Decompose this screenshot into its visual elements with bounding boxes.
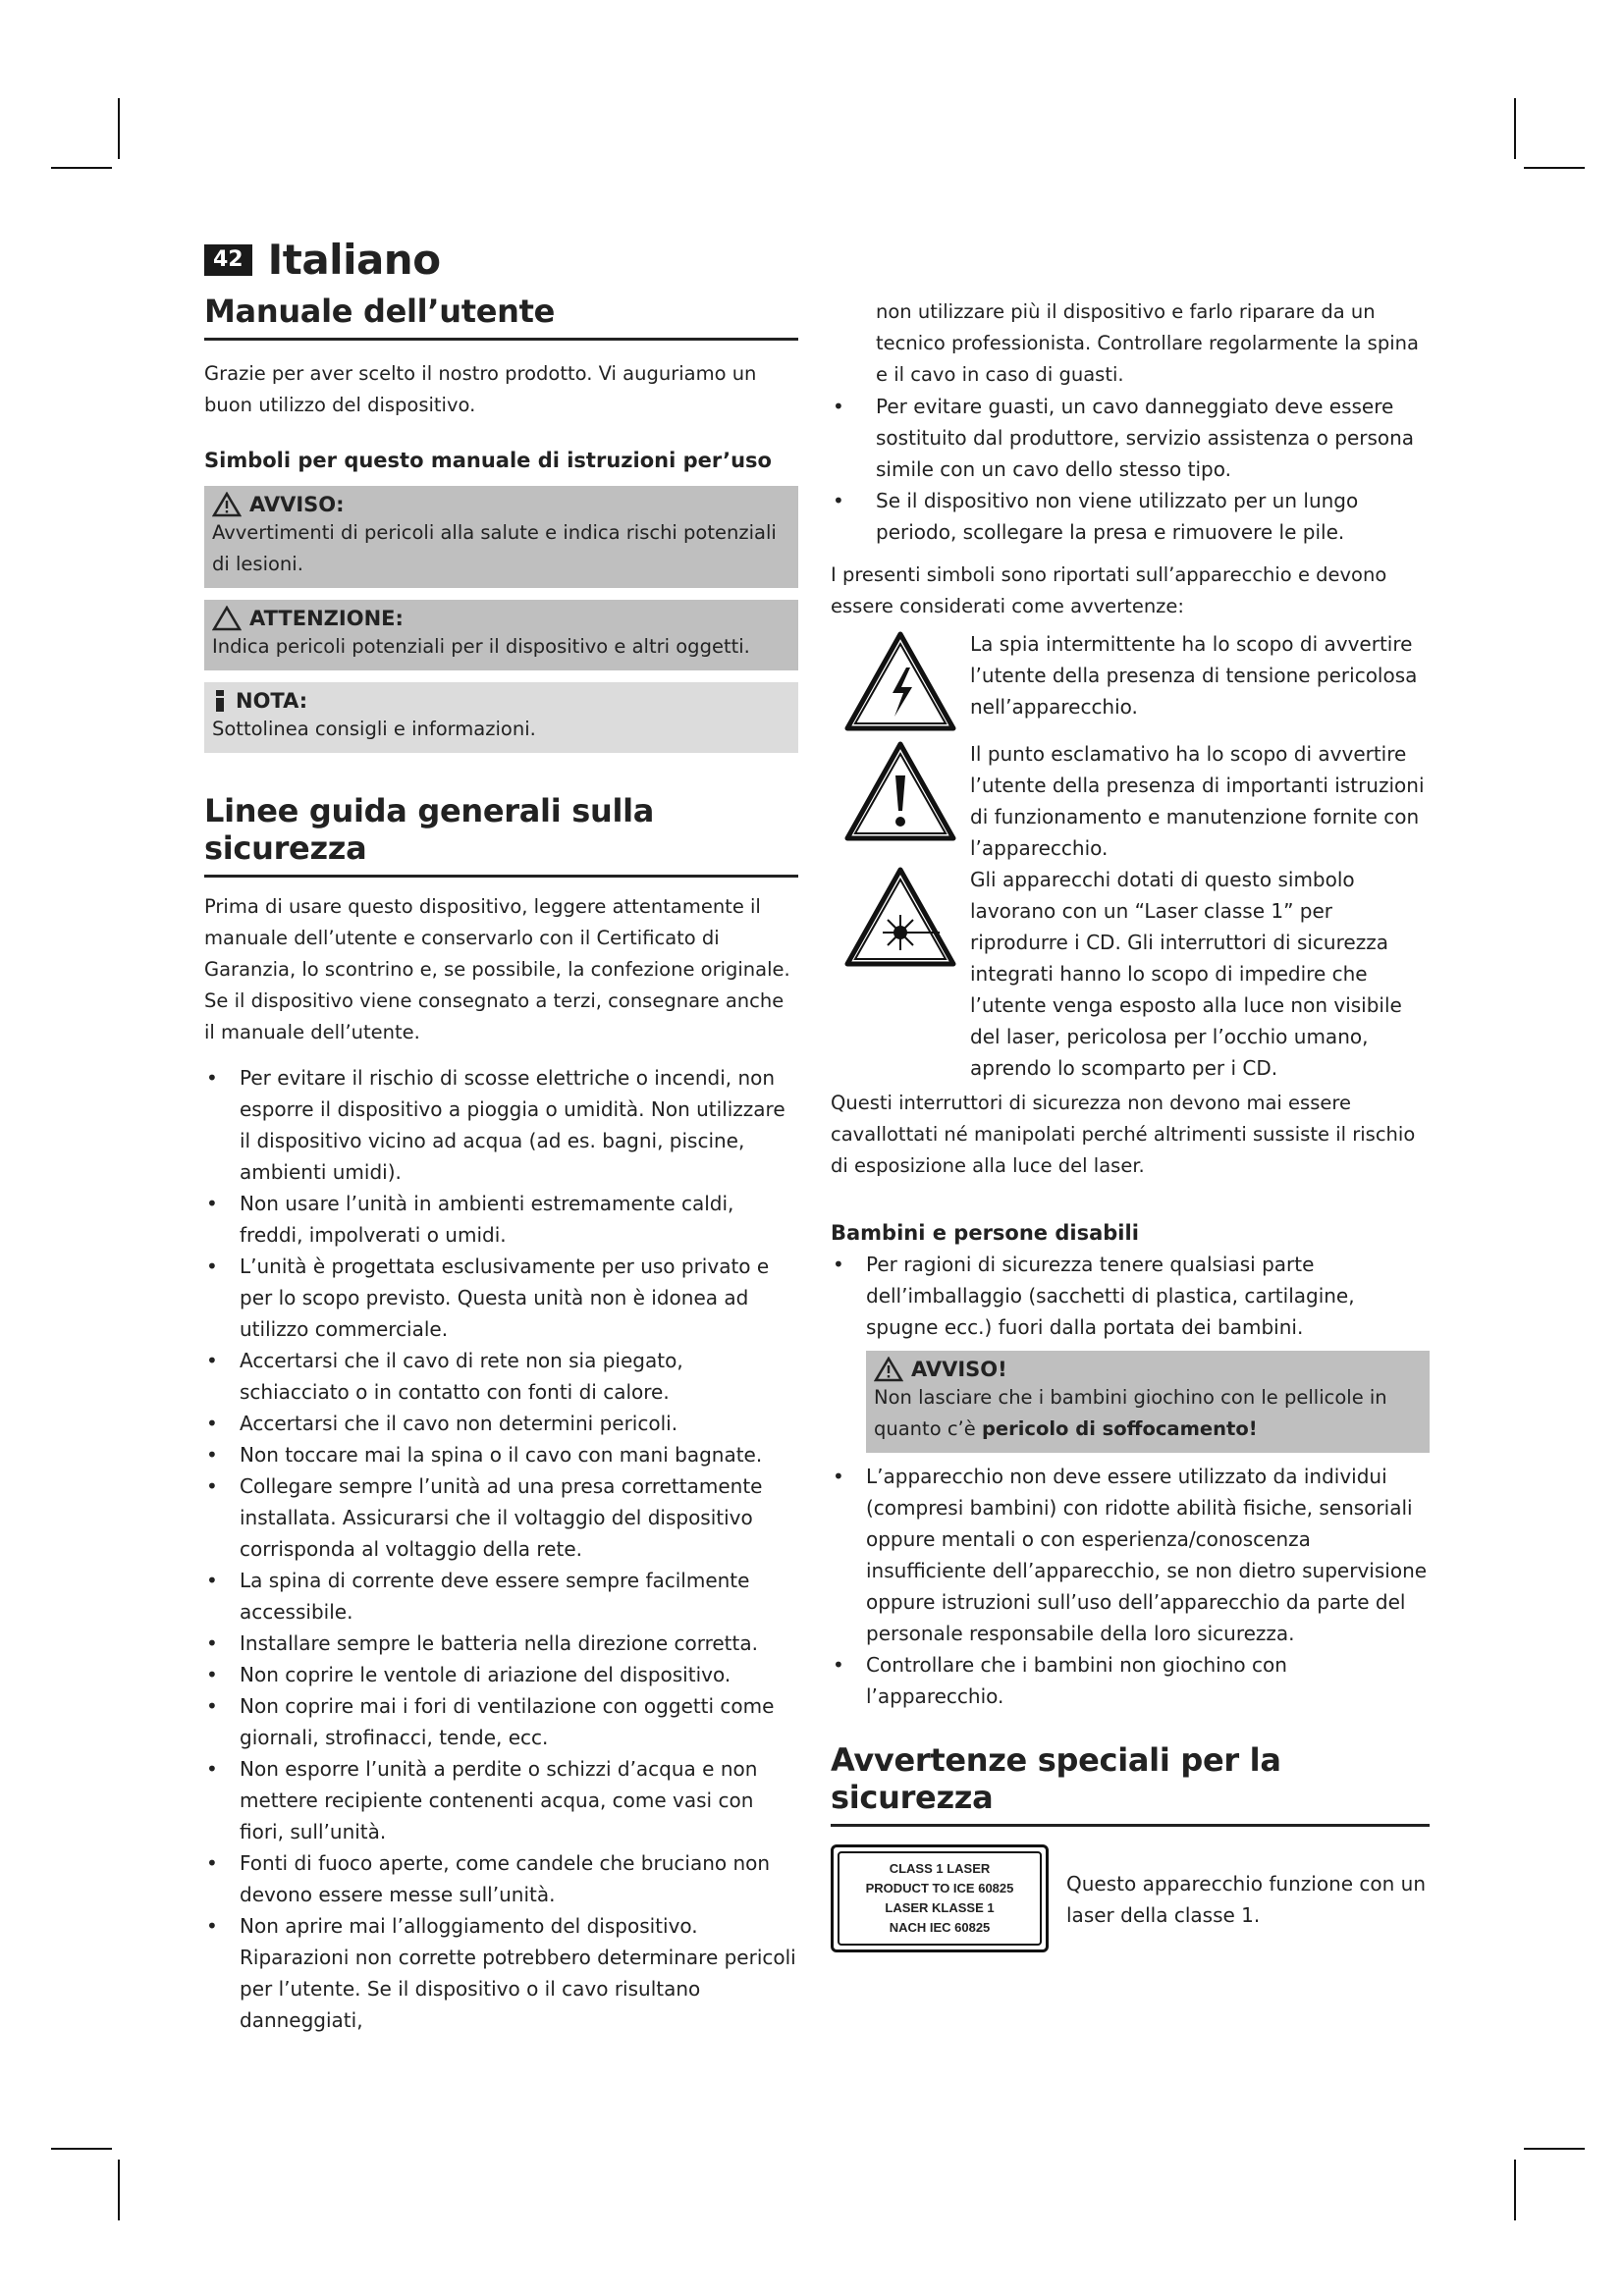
list-item: • La spina di corrente deve essere sempre facilmente accessibile. [204,1565,798,1628]
symbols-heading: Simboli per questo manuale di istruzioni per’uso [204,449,772,472]
symbols-intro: I presenti simboli sono riportati sull’apparecchio e devono essere considerati come avvertenze: [831,563,1387,617]
laser-warning-icon [841,864,959,972]
list-item: • Per evitare il rischio di scosse elettriche o incendi, non esporre il dispositivo a pioggia o umidità. Non utilizzare il dispositivo vicino ad acqua (ad es. bagni, piscine, ambienti umidi). [204,1062,798,1188]
symbol-text: La spia intermittente ha lo scopo di avvertire l’utente della presenza di tensione pericolosa nell’apparecchio. [970,632,1418,719]
warning-text: Avvertimenti di pericoli alla salute e indica rischi potenziali di lesioni. [212,521,777,575]
symbol-text: Gli apparecchi dotati di questo simbolo lavorano con un “Laser classe 1” per riprodurre i CD. Gli interruttori di sicurezza integrati hanno lo scopo di impedire che l’utente venga esposto alla luce non visibile del laser, pericolosa per l’occhio umano, aprendo lo scomparto per i CD. [970,868,1402,1080]
laser-label-line: LASER KLASSE 1 [885,1900,995,1915]
children-warning-text: Non lasciare che i bambini giochino con le pellicole in quanto c’è pericolo di soffocamento! [874,1386,1387,1440]
continuation-text: non utilizzare più il dispositivo e farlo riparare da un tecnico professionista. Controllare regolarmente la spina e il cavo in caso di guasti. [876,300,1419,386]
list-item: • Installare sempre le batteria nella direzione corretta. [204,1628,798,1659]
children-warning-box [866,1351,1430,1453]
list-item: • L’apparecchio non deve essere utilizzato da individui (compresi bambini) con ridotte abilità fisiche, sensoriali oppure mentali o con esperienza/conoscenza insufficiente dell’apparecchio, se non dietro supervisione oppure istruzioni sull’uso dell’apparecchio da parte del personale responsabile della loro sicurezza. [831,1461,1430,1649]
symbol-row [831,738,1430,864]
caution-title: ATTENZIONE: [249,607,404,630]
caution-box [204,600,798,670]
language-title: Italiano [267,236,441,284]
choking-hazard: pericolo di soffocamento! [981,1417,1258,1440]
symbol-row [831,864,1430,1084]
manual-title: Manuale dell’utente [204,293,798,341]
symbol-text: Il punto esclamativo ha lo scopo di avvertire l’utente della presenza di importanti istruzioni di funzionamento e manutenzione fornite con l’apparecchio. [970,742,1425,860]
laser-label-line: NACH IEC 60825 [889,1920,991,1935]
children-list-2 [831,1461,1430,1712]
page-header [204,236,441,284]
list-item: • Se il dispositivo non viene utilizzato per un lungo periodo, scollegare la presa e rimuovere le pile. [831,485,1430,548]
note-text: Sottolinea consigli e informazioni. [212,718,536,740]
crop-mark [118,98,120,159]
lightning-warning-icon [841,628,959,736]
laser-label-line: PRODUCT TO ICE 60825 [865,1881,1014,1896]
note-title: NOTA: [236,689,308,713]
children-heading: Bambini e persone disabili [831,1221,1139,1245]
list-item: • Non toccare mai la spina o il cavo con mani bagnate. [204,1439,798,1470]
intro-text: Grazie per aver scelto il nostro prodotto. Vi auguriamo un buon utilizzo del dispositivo. [204,362,757,416]
laser-note: Questi interruttori di sicurezza non devono mai essere cavallottati né manipolati perché altrimenti sussiste il rischio di esposizione alla luce del laser. [831,1092,1416,1177]
warning-triangle-icon [212,492,242,517]
right-column [831,296,1430,1952]
crop-mark [51,2148,112,2150]
list-item: • Accertarsi che il cavo non determini pericoli. [204,1408,798,1439]
exclamation-warning-icon [841,738,959,846]
list-item: • Per evitare guasti, un cavo danneggiato deve essere sostituito dal produttore, servizio assistenza o persona simile con un cavo dello stesso tipo. [831,391,1430,485]
caution-text: Indica pericoli potenziali per il dispositivo e altri oggetti. [212,635,750,658]
crop-mark [1524,167,1585,169]
children-list [831,1249,1430,1343]
laser-class-label [831,1844,1049,1952]
crop-mark [51,167,112,169]
list-item: • Non esporre l’unità a perdite o schizzi d’acqua e non mettere recipiente contenenti acqua, come vasi con fiori, sull’unità. [204,1753,798,1847]
list-item: • Fonti di fuoco aperte, come candele che bruciano non devono essere messe sull’unità. [204,1847,798,1910]
crop-mark [1514,2160,1516,2220]
caution-triangle-icon [212,606,242,631]
left-column [204,293,798,2036]
crop-mark [1514,98,1516,159]
list-item: • Non aprire mai l’alloggiamento del dispositivo. Riparazioni non corrette potrebbero determinare pericoli per l’utente. Se il dispositivo o il cavo risultano danneggiati, [204,1910,798,2036]
safety-list [204,1062,798,2036]
crop-mark [1524,2148,1585,2150]
list-item: • Non usare l’unità in ambienti estremamente caldi, freddi, impolverati o umidi. [204,1188,798,1251]
crop-mark [118,2160,120,2220]
special-text: Questo apparecchio funzione con un laser della classe 1. [1066,1872,1427,1927]
laser-label-line: CLASS 1 LASER [889,1861,991,1876]
children-warning-title: AVVISO! [911,1358,1007,1381]
warning-triangle-icon [874,1357,903,1382]
list-item: • Non coprire mai i fori di ventilazione con oggetti come giornali, strofinacci, tende, ecc. [204,1690,798,1753]
note-box [204,682,798,753]
info-icon [212,688,228,714]
safety-title: Linee guida generali sulla sicurezza [204,792,798,878]
list-item: • Controllare che i bambini non giochino con l’apparecchio. [831,1649,1430,1712]
list-item: • Per ragioni di sicurezza tenere qualsiasi parte dell’imballaggio (sacchetti di plastica, cartilagine, spugne ecc.) fuori dalla portata dei bambini. [831,1249,1430,1343]
warning-box [204,486,798,588]
laser-label-row [831,1844,1430,1952]
warning-title: AVVISO: [249,493,345,516]
safety-intro: Prima di usare questo dispositivo, leggere attentamente il manuale dell’utente e conservarlo con il Certificato di Garanzia, lo scontrino e, se possibile, la confezione originale. Se il dispositivo viene consegnato a terzi, consegnare anche il manuale dell’utente. [204,895,790,1043]
list-item: • L’unità è progettata esclusivamente per uso privato e per lo scopo previsto. Questa unità non è idonea ad utilizzo commerciale. [204,1251,798,1345]
symbol-row [831,628,1430,736]
list-item: • Collegare sempre l’unità ad una presa correttamente installata. Assicurarsi che il voltaggio del dispositivo corrisponda al voltaggio della rete. [204,1470,798,1565]
cable-list [831,391,1430,548]
list-item: • Accertarsi che il cavo di rete non sia piegato, schiacciato o in contatto con fonti di calore. [204,1345,798,1408]
special-title: Avvertenze speciali per la sicurezza [831,1741,1430,1827]
page-number: 42 [204,244,252,276]
list-item: • Non coprire le ventole di ariazione del dispositivo. [204,1659,798,1690]
